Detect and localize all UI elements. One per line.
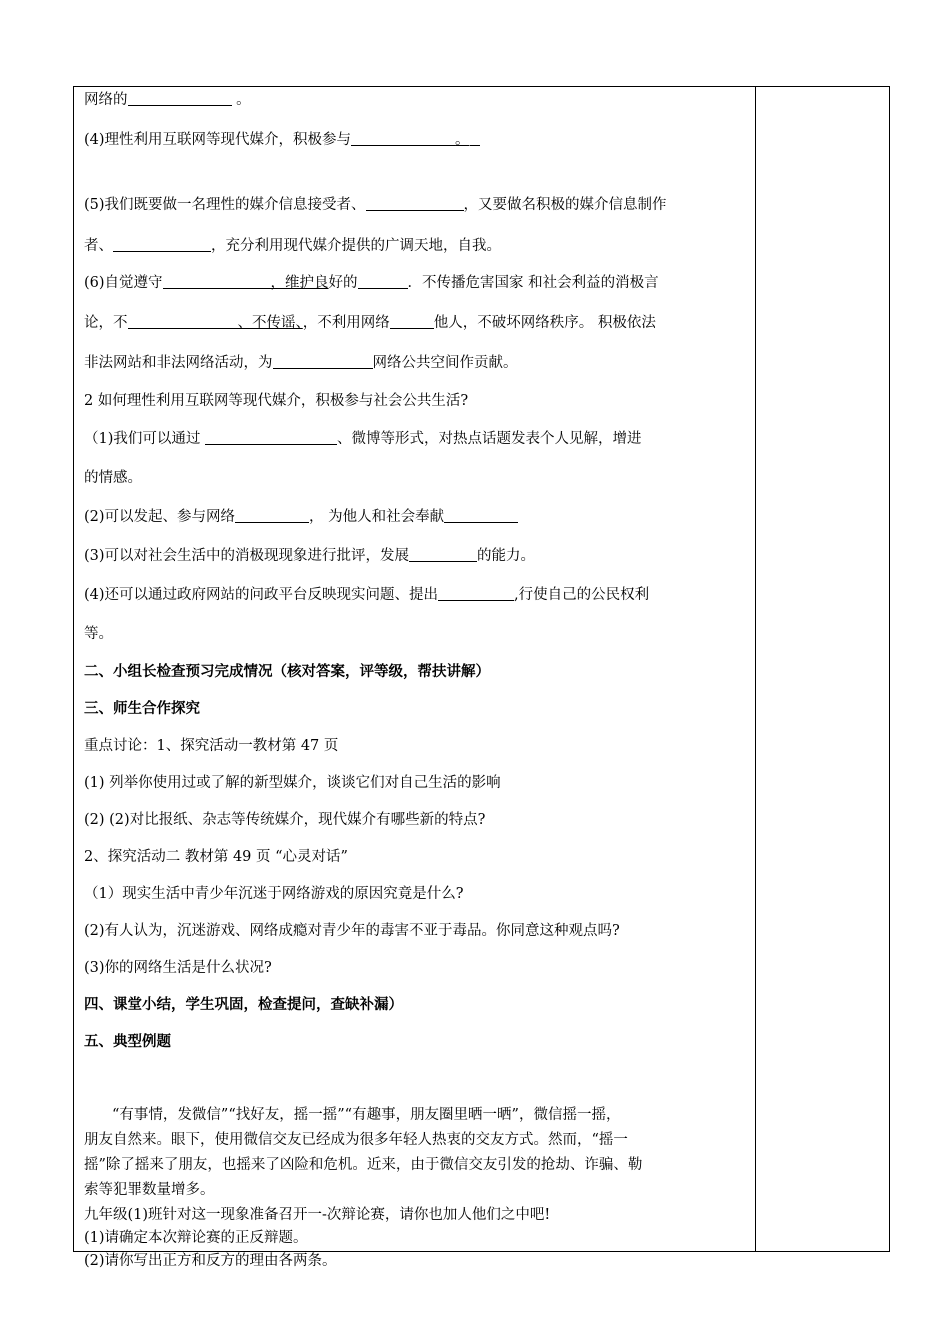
fill-blank[interactable] [351, 131, 455, 146]
q2-item-4: (4)还可以通过政府网站的问政平台反映现实问题、提出 ,行使自己的公民权利 [84, 587, 650, 603]
item-6-cont: 论，不 、不传谣、，不利用网络 他人，不破坏网络秩序。 积极依法 [84, 315, 656, 331]
q2-item-1-cont: 的情感。 [84, 470, 142, 486]
q2-item-3: (3)可以对社会生活中的消极现现象进行批评，发展 的能力。 [84, 548, 536, 564]
fill-blank[interactable] [235, 508, 309, 523]
discussion-1-q2: (2) (2)对比报纸、杂志等传统媒介，现代媒介有哪些新的特点? [84, 812, 486, 828]
fill-blank[interactable] [128, 314, 238, 329]
fill-blank[interactable] [128, 91, 232, 106]
fill-blank[interactable] [273, 354, 373, 369]
fill-blank[interactable] [113, 237, 211, 252]
discussion-2-q2: (2)有人认为，沉迷游戏、网络成瘾对青少年的毒害不亚于毒品。你同意这种观点吗? [84, 923, 620, 939]
fill-blank[interactable] [163, 274, 271, 289]
section-heading-3: 三、师生合作探究 [84, 700, 200, 717]
q2-item-2: (2)可以发起、参与网络 ， 为他人和社会奉献 [84, 508, 518, 526]
section-heading-2: 二、小组长检查预习完成情况（核对答案，评等级，帮扶讲解） [84, 663, 490, 680]
table-column-divider [755, 86, 756, 1252]
line-network-blank: 网络的 。 [84, 92, 251, 108]
discussion-2-q3: (3)你的网络生活是什么状况? [84, 960, 272, 976]
fill-blank[interactable] [444, 508, 518, 523]
item-5-cont: 者、 ，充分利用现代媒介提供的广调天地，自我。 [84, 238, 501, 254]
discussion-1-q1: (1) 列举你使用过或了解的新型媒介，谈谈它们对自己生活的影响 [84, 775, 501, 791]
example-task-2: (2)请你写出正方和反方的理由各两条。 [84, 1253, 337, 1269]
fill-blank[interactable] [409, 547, 477, 562]
item-6: (6)自觉遵守 ，维护良好的 ．不传播危害国家 和社会利益的消极言 [84, 275, 659, 291]
fill-blank[interactable] [205, 430, 337, 445]
item-4: (4)理性利用互联网等现代媒介，积极参与 。 [84, 131, 480, 149]
discussion-1: 重点讨论：1、探究活动一教材第 47 页 [84, 738, 339, 754]
item-5: (5)我们既要做一名理性的媒介信息接受者、 ，又要做名积极的媒介信息制作 [84, 197, 667, 213]
example-paragraph-line-3: 摇”除了摇来了朋友，也摇来了凶险和危机。近来，由于微信交友引发的抢劫、诈骗、勒 [84, 1157, 643, 1173]
example-task-1: (1)请确定本次辩论赛的正反辩题。 [84, 1230, 308, 1246]
discussion-2-q1: （1）现实生活中青少年沉迷于网络游戏的原因究竟是什么? [84, 886, 464, 902]
q2-item-4-cont: 等。 [84, 626, 113, 642]
section-heading-5: 五、典型例题 [84, 1033, 171, 1050]
example-paragraph-line-1: “有事情，发微信”“找好友，摇一摇”“有趣事，朋友圈里晒一晒”，微信摇一摇， [112, 1107, 621, 1123]
fill-blank[interactable] [358, 274, 408, 289]
item-6-cont2: 非法网站和非法网络活动，为 网络公共空间作贡献。 [84, 355, 518, 371]
fill-blank[interactable] [366, 196, 464, 211]
discussion-2: 2、探究活动二 教材第 49 页 “心灵对话” [84, 849, 348, 865]
example-paragraph-line-4: 索等犯罪数量增多。 [84, 1182, 215, 1198]
section-heading-4: 四、课堂小结，学生巩固，检查提问，查缺补漏） [84, 996, 403, 1013]
question-2: 2 如何理性利用互联网等现代媒介，积极参与社会公共生活? [84, 393, 469, 409]
fill-blank[interactable] [438, 586, 514, 601]
example-prompt: 九年级(1)班针对这一现象准备召开一-次辩论赛，请你也加人他们之中吧! [84, 1207, 551, 1223]
example-paragraph-line-2: 朋友自然来。眼下，使用微信交友已经成为很多年轻人热衷的交友方式。然而，“摇一 [84, 1132, 628, 1148]
q2-item-1: （1)我们可以通过 、微博等形式，对热点话题发表个人见解，增进 [84, 431, 642, 447]
fill-blank[interactable] [390, 314, 434, 329]
